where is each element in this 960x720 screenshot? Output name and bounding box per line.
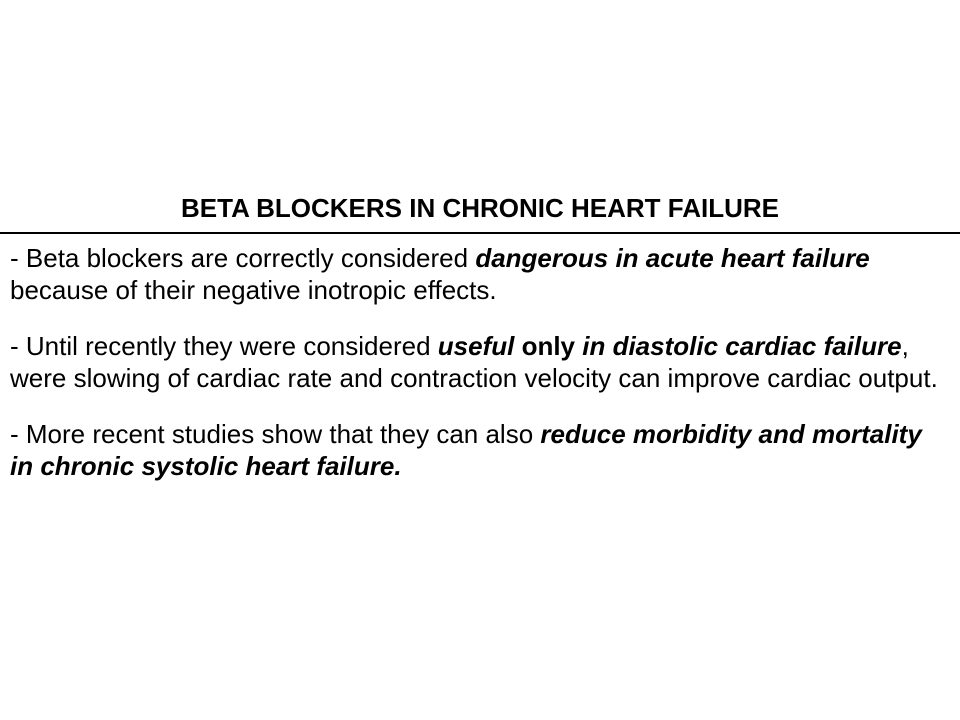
emphasis-useful: useful (437, 331, 515, 361)
emphasis-dangerous-acute: dangerous in acute heart failure (475, 243, 870, 273)
title-divider (0, 232, 960, 234)
paragraph-text: because of their negative inotropic effects. (10, 275, 497, 305)
slide-title: BETA BLOCKERS IN CHRONIC HEART FAILURE (181, 193, 779, 223)
bullet-dash: - (10, 243, 26, 273)
paragraph-text: Beta blockers are correctly considered (25, 243, 476, 273)
paragraph-acute-failure (10, 242, 950, 306)
emphasis-reduce-morbidity: reduce morbidity and mortality in chronic systolic heart failure. (10, 419, 922, 481)
paragraph-text: Until recently they were considered (25, 331, 438, 361)
paragraph-diastolic-failure (10, 330, 950, 394)
emphasis-diastolic: in diastolic cardiac failure (582, 331, 902, 361)
paragraph-systolic-failure (10, 418, 950, 482)
paragraph-text: More recent studies show that they can also (25, 419, 541, 449)
slide-body (10, 242, 950, 506)
bullet-dash: - (10, 419, 26, 449)
paragraph-text: , were slowing of cardiac rate and contraction velocity can improve cardiac output. (10, 331, 938, 393)
bullet-dash: - (10, 331, 26, 361)
emphasis-only: only (514, 331, 583, 361)
